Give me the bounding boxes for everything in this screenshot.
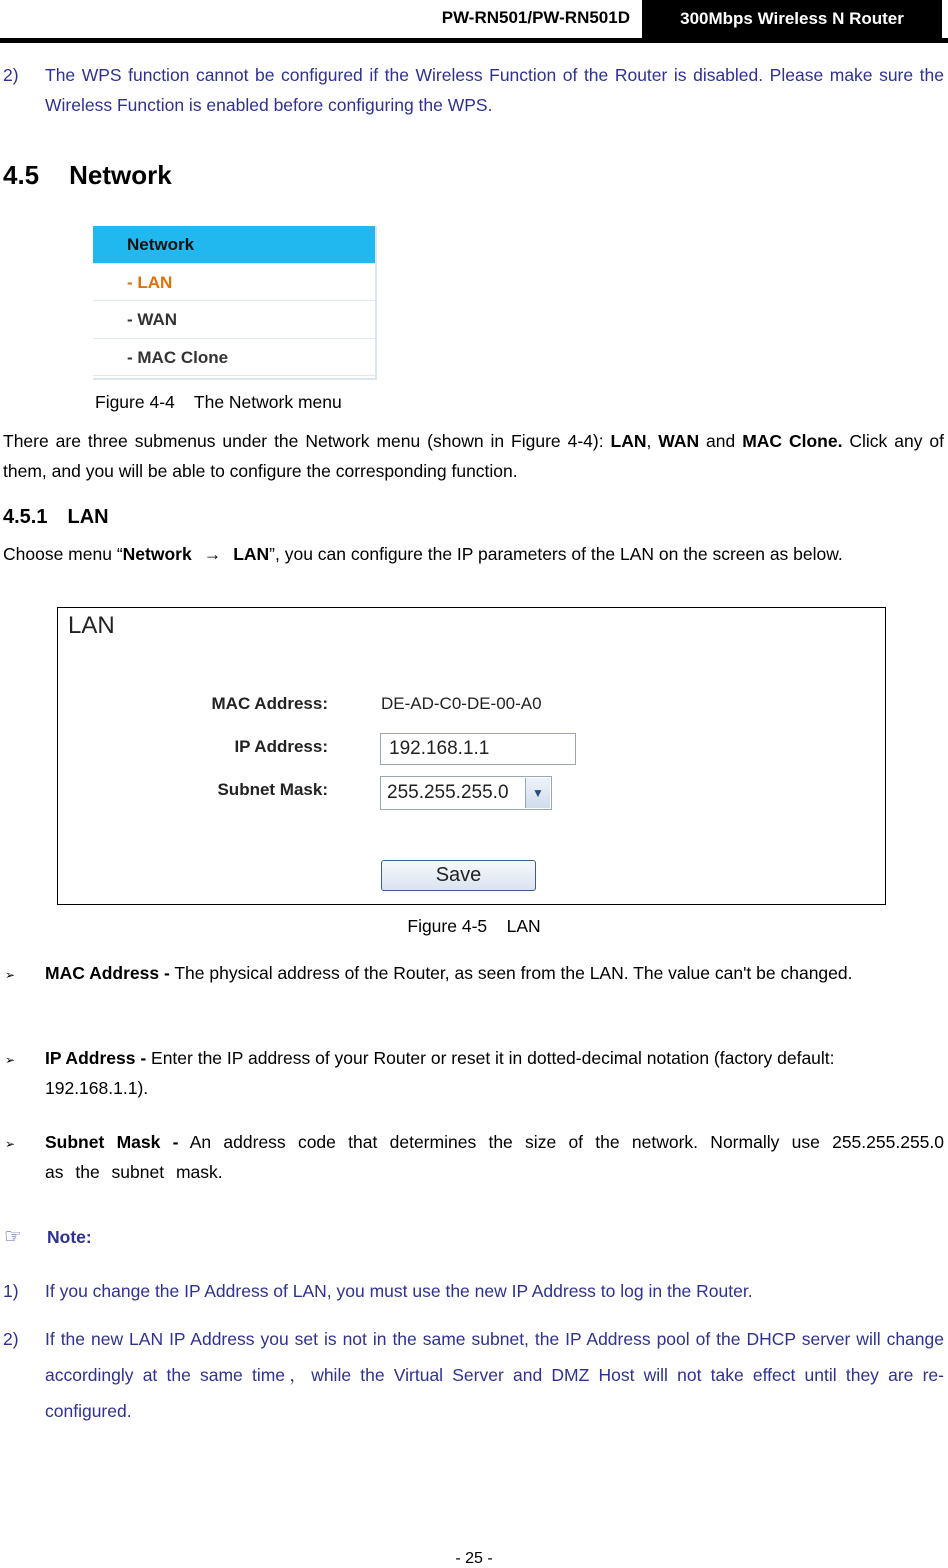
page-number: - 25 - <box>455 1550 493 1567</box>
note-label: Note: <box>47 1227 92 1247</box>
chevron-down-icon[interactable]: ▼ <box>525 778 550 808</box>
header-model: PW-RN501/PW-RN501D <box>441 8 630 27</box>
subnet-mask-label: Subnet Mask: <box>217 780 328 799</box>
mac-address-label: MAC Address: <box>211 694 328 713</box>
bullet-text: An address code that determines the size of the network. Normally use 255.255.255.0 as the subnet mask. <box>45 1132 945 1182</box>
note-heading <box>0 1222 948 1254</box>
para1-bold-wan: WAN <box>658 431 700 451</box>
note-item-number: 2) <box>3 1329 19 1349</box>
menu-header-network[interactable]: Network <box>93 226 375 264</box>
network-menu-figure <box>93 226 377 380</box>
mac-address-value: DE-AD-C0-DE-00-A0 <box>381 694 542 713</box>
intro-note-text: The WPS function cannot be configured if the Wireless Function of the Router is disabled. Please make sure the Wireless Function is enabled before configuring the WPS. <box>45 65 944 115</box>
lan-panel-title: LAN <box>68 612 115 639</box>
save-button[interactable]: Save <box>381 860 536 891</box>
menu-item-mac-clone[interactable]: - MAC Clone <box>93 339 375 377</box>
menu-item-wan[interactable]: - WAN <box>93 301 375 339</box>
para1-bold-lan: LAN <box>610 431 647 451</box>
note-item-text: If you change the IP Address of LAN, you must use the new IP Address to log in the Router. <box>45 1281 753 1301</box>
bullet-text: The physical address of the Router, as seen from the LAN. The value can't be changed. <box>169 963 853 983</box>
para1-bold-mac-clone: MAC Clone. <box>742 431 843 451</box>
intro-note-number: 2) <box>3 65 19 85</box>
pointing-hand-icon: ☞ <box>4 1226 22 1248</box>
para2-bold-network: Network <box>122 544 192 564</box>
bullet-arrow-icon: ➢ <box>5 968 16 982</box>
note-item-text: If the new LAN IP Address you set is not in the same subnet, the IP Address pool of the DHCP server will change accordingly at the same time，while the Virtual Server and DMZ Host will not take effect until they are re-configured. <box>45 1329 944 1421</box>
subnet-mask-value: 255.255.255.0 <box>387 782 509 803</box>
bullet-arrow-icon: ➢ <box>5 1137 16 1151</box>
section-number: 4.5 <box>3 160 40 190</box>
subsection-heading <box>3 506 109 529</box>
para1-text-2: , <box>646 431 659 451</box>
lan-settings-figure <box>57 607 886 905</box>
para2-text-1: Choose menu “ <box>3 544 123 564</box>
bullet-term: Subnet Mask - <box>45 1132 179 1152</box>
page-header <box>0 0 948 44</box>
note-item-number: 1) <box>3 1281 19 1301</box>
bullet-arrow-icon: ➢ <box>5 1053 16 1067</box>
menu-item-lan[interactable]: - LAN <box>93 264 375 302</box>
note-item-1 <box>0 1276 948 1308</box>
ip-address-input[interactable]: 192.168.1.1 <box>380 733 576 765</box>
para1-text-3: and <box>699 431 743 451</box>
header-product: 300Mbps Wireless N Router <box>642 0 942 38</box>
arrow-icon: → <box>203 544 222 564</box>
section-title: Network <box>69 160 172 190</box>
subsection-title: LAN <box>67 506 109 528</box>
section-heading <box>3 160 172 191</box>
bullet-text: Enter the IP address of your Router or reset it in dotted-decimal notation (factory default: 192.168.1.1). <box>45 1048 835 1098</box>
bullet-subnet-mask <box>0 1127 948 1187</box>
para1-text-4: Click any of them, and you will be able to configure the corresponding function. <box>3 431 944 481</box>
subsection-number: 4.5.1 <box>3 506 48 528</box>
bullet-term: MAC Address - <box>45 963 170 983</box>
bullet-mac-address <box>0 958 948 1018</box>
ip-address-label: IP Address: <box>234 737 328 756</box>
figure-4-4-caption: Figure 4-4 The Network menu <box>95 392 342 412</box>
figure-4-5-caption: Figure 4-5 LAN <box>407 916 541 936</box>
bullet-ip-address <box>0 1043 948 1103</box>
para1-text-1: There are three submenus under the Network menu (shown in Figure 4-4): <box>3 431 611 451</box>
para2-bold-lan: LAN <box>233 544 270 564</box>
subnet-mask-select[interactable] <box>380 776 552 810</box>
bullet-term: IP Address - <box>45 1048 147 1068</box>
header-rule <box>0 38 948 43</box>
network-intro-paragraph <box>3 426 944 486</box>
lan-intro-paragraph <box>3 540 944 568</box>
para2-text-2: ”, you can configure the IP parameters of the LAN on the screen as below. <box>269 544 843 564</box>
